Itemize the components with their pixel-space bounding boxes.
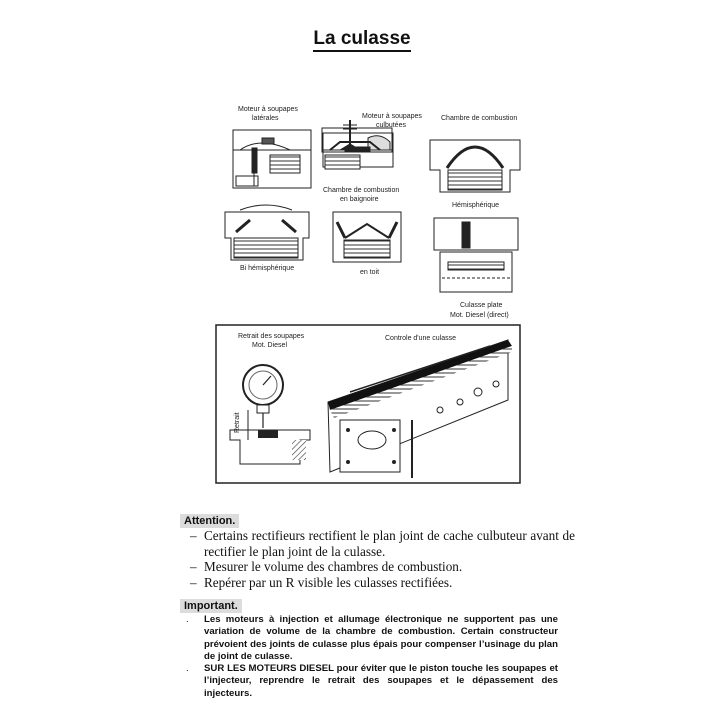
important-item: . SUR LES MOTEURS DIESEL pour éviter que le piston touche les soupapes et l’injecteur, reprendre le retrait des soupapes et le dépassement des injecteurs. bbox=[186, 663, 558, 700]
label-controle: Controle d'une culasse bbox=[385, 335, 456, 342]
label-plate-2: Mot. Diesel (direct) bbox=[450, 312, 509, 319]
label-culbutees-1: Moteur à soupapes bbox=[362, 113, 422, 120]
attention-item: – Repérer par un R visible les culasses rectifiées. bbox=[190, 575, 575, 591]
label-retrait-title-1: Retrait des soupapes bbox=[238, 333, 305, 340]
label-retrait-title-2: Mot. Diesel bbox=[252, 342, 288, 349]
diagram-combustion-chamber bbox=[430, 140, 520, 192]
label-plate-1: Culasse plate bbox=[460, 302, 503, 309]
label-lateral-1: Moteur à soupapes bbox=[238, 106, 298, 113]
page-title: La culasse bbox=[0, 28, 724, 50]
important-item: . Les moteurs à injection et allumage électronique ne supportent pas une variation de volume de la chambre de combustion. Certain constructeur prévoient des joints de culasse plus épais pour compenser l’usinage du plan de joint de culasse. bbox=[186, 614, 558, 663]
diagram-lateral-valves bbox=[233, 130, 311, 188]
attention-item: – Mesurer le volume des chambres de combustion. bbox=[190, 559, 575, 575]
diagram-bi-hemispherical bbox=[225, 205, 309, 260]
label-retrait-axis: Retrait bbox=[234, 412, 241, 433]
label-toit: en toit bbox=[360, 269, 380, 276]
important-label: Important. bbox=[180, 599, 242, 613]
label-baignoire-1: Chambre de combustion bbox=[323, 187, 400, 194]
diagram-flat-head-diesel bbox=[434, 218, 518, 292]
attention-label: Attention. bbox=[180, 514, 239, 528]
label-culbutees-2: culbutées bbox=[376, 122, 406, 129]
attention-list bbox=[190, 528, 575, 590]
label-baignoire-2: en baignoire bbox=[340, 196, 379, 203]
attention-item: – Certains rectifieurs rectifient le plan joint de cache culbuteur avant de rectifier le plan joint de la culasse. bbox=[190, 528, 575, 559]
label-bihemi: Bi hémisphérique bbox=[240, 265, 295, 272]
label-hemi: Hémisphérique bbox=[452, 202, 500, 209]
label-chambre: Chambre de combustion bbox=[441, 115, 518, 122]
important-list bbox=[186, 614, 558, 700]
diagram-roof-chamber bbox=[333, 212, 401, 262]
label-lateral-2: latérales bbox=[252, 115, 279, 122]
